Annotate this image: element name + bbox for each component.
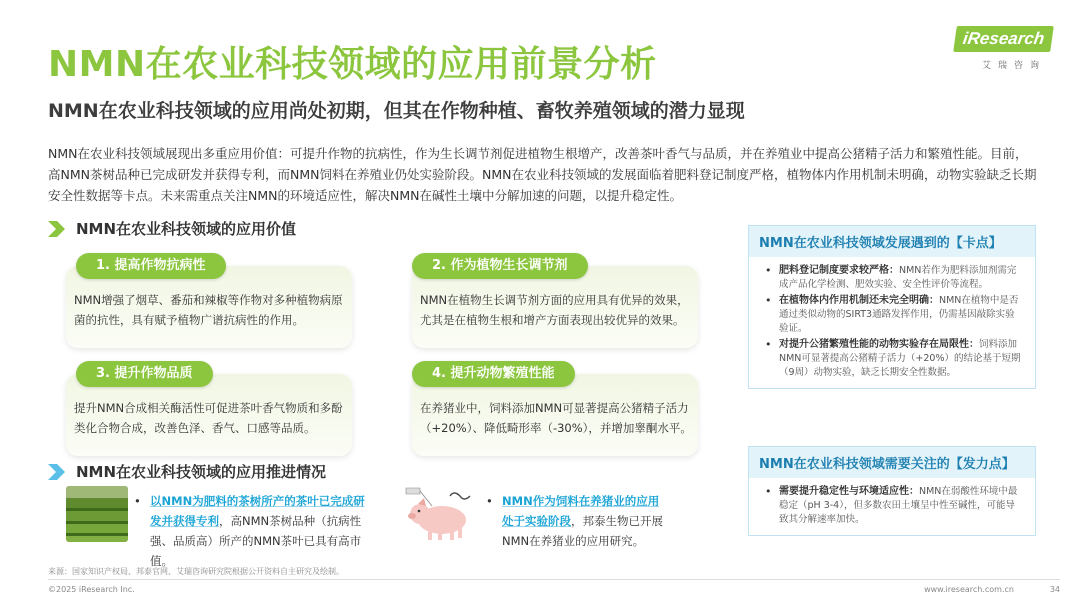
logo-sub: 艾瑞咨询 (981, 61, 1046, 71)
page-title: NMN在农业科技领域的应用前景分析 (48, 44, 657, 85)
value-section-heading (48, 218, 296, 239)
progress-text: ，高NMN茶树品种（抗病性强、品质高）所产的NMN茶叶已具有高市值。 (150, 514, 362, 568)
iresearch-logo (952, 26, 1052, 74)
bottleneck-item: • 在植物体内作用机制还未完全明确：NMN在植物中是否通过类似动物的SIRT3通路发挥作用，仍需基因敲除实验验证。 (765, 294, 1019, 334)
progress-section-title: NMN在农业科技领域的应用推进情况 (76, 463, 327, 481)
value-card-text: NMN在植物生长调节剂方面的应用具有优异的效果，尤其是在植物生根和增产方面表现出较优异的效果。 (420, 293, 689, 327)
site-url: www.iresearch.com.cn (924, 585, 1014, 594)
value-card-text: NMN增强了烟草、番茄和辣椒等作物对多种植物病原菌的抗性，具有赋予植物广谱抗病性的作用。 (74, 293, 343, 327)
progress-item-1: • 以NMN为肥料的茶树所产的茶叶已完成研发并获得专利，高NMN茶树品种（抗病性强、品质高）所产的NMN茶叶已具有高市值。 (134, 494, 365, 568)
value-section-title: NMN在农业科技领域的应用价值 (76, 220, 297, 238)
value-card-tag: 1. 提高作物抗病性 (76, 253, 226, 279)
progress-highlight: NMN作为饲料在养猪业的应用处于实验阶段 (502, 494, 660, 528)
chevron-right-icon (48, 221, 66, 237)
bottleneck-panel-title: NMN在农业科技领域发展遇到的【卡点】 (749, 226, 1035, 257)
value-card-text: 提升NMN合成相关酶活性可促进茶叶香气物质和多酚类化合物合成，改善色泽、香气、口感等品质。 (74, 401, 343, 435)
value-card-tag: 4. 提升动物繁殖性能 (412, 361, 575, 387)
progress-item-2: • NMN作为饲料在养猪业的应用处于实验阶段，邦泰生物已开展NMN在养猪业的应用研究。 (486, 494, 663, 548)
source-note: 来源：国家知识产权局、邦泰官网、艾瑞咨询研究院根据公开资料自主研究及绘制。 (48, 567, 344, 576)
chevron-right-icon (48, 464, 66, 480)
copyright: ©2025 iResearch Inc. (48, 585, 135, 594)
page-number: 34 (1049, 585, 1060, 594)
logo-brand: iResearch (953, 26, 1054, 52)
intro-paragraph: NMN在农业科技领域展现出多重应用价值：可提升作物的抗病性，作为生长调节剂促进植物生根增产，改善茶叶香气与品质，并在养殖业中提高公猪精子活力和繁殖性能。目前，高NMN茶树品种已完成研发并获得专利，而NMN饲料在养殖业仍处实验阶段。NMN在农业科技领域的发展面临着肥料登记制度严格，植物体内作用机制未明确，动物实验缺乏长期安全性数据等卡点。未来需重点关注NMN的环境适应性，解决NMN在碱性土壤中分解加速的问题，以提升稳定性。 (48, 146, 1037, 203)
pig-illustration (398, 484, 478, 544)
progress-highlight: 以NMN为肥料的茶树所产的茶叶已完成研发并获得专利 (150, 494, 365, 528)
footer-divider (48, 579, 1060, 580)
focus-item: • 需要提升稳定性与环境适应性：NMN在弱酸性环境中最稳定（pH 3-4），但多数农田土壤呈中性至碱性，可能导致其分解速率加快。 (765, 485, 1018, 525)
value-card-tag: 3. 提升作物品质 (76, 361, 213, 387)
value-card-text: 在养猪业中，饲料添加NMN可显著提高公猪精子活力（+20%）、降低畸形率（-30%），并增加睾酮水平。 (420, 401, 692, 435)
tea-field-photo (66, 486, 128, 542)
bottleneck-panel (748, 225, 1036, 389)
progress-section-heading (48, 461, 326, 482)
focus-panel (748, 446, 1036, 536)
value-card-tag: 2. 作为植物生长调节剂 (412, 253, 588, 279)
progress-text: ，邦泰生物已开展NMN在养猪业的应用研究。 (502, 514, 663, 548)
page-subtitle: NMN在农业科技领域的应用尚处初期，但其在作物种植、畜牧养殖领域的潜力显现 (48, 100, 745, 122)
bottleneck-item: • 对提升公猪繁殖性能的动物实验存在局限性：饲料添加NMN可显著提高公猪精子活力（+20%）的结论基于短期（9周）动物实验，缺乏长期安全性数据。 (765, 338, 1021, 378)
focus-panel-title: NMN在农业科技领域需要关注的【发力点】 (749, 447, 1035, 478)
bottleneck-item: • 肥料登记制度要求较严格：NMN若作为肥料添加剂需完成产品化学检测、肥效实验、安全性评价等流程。 (765, 264, 1017, 290)
